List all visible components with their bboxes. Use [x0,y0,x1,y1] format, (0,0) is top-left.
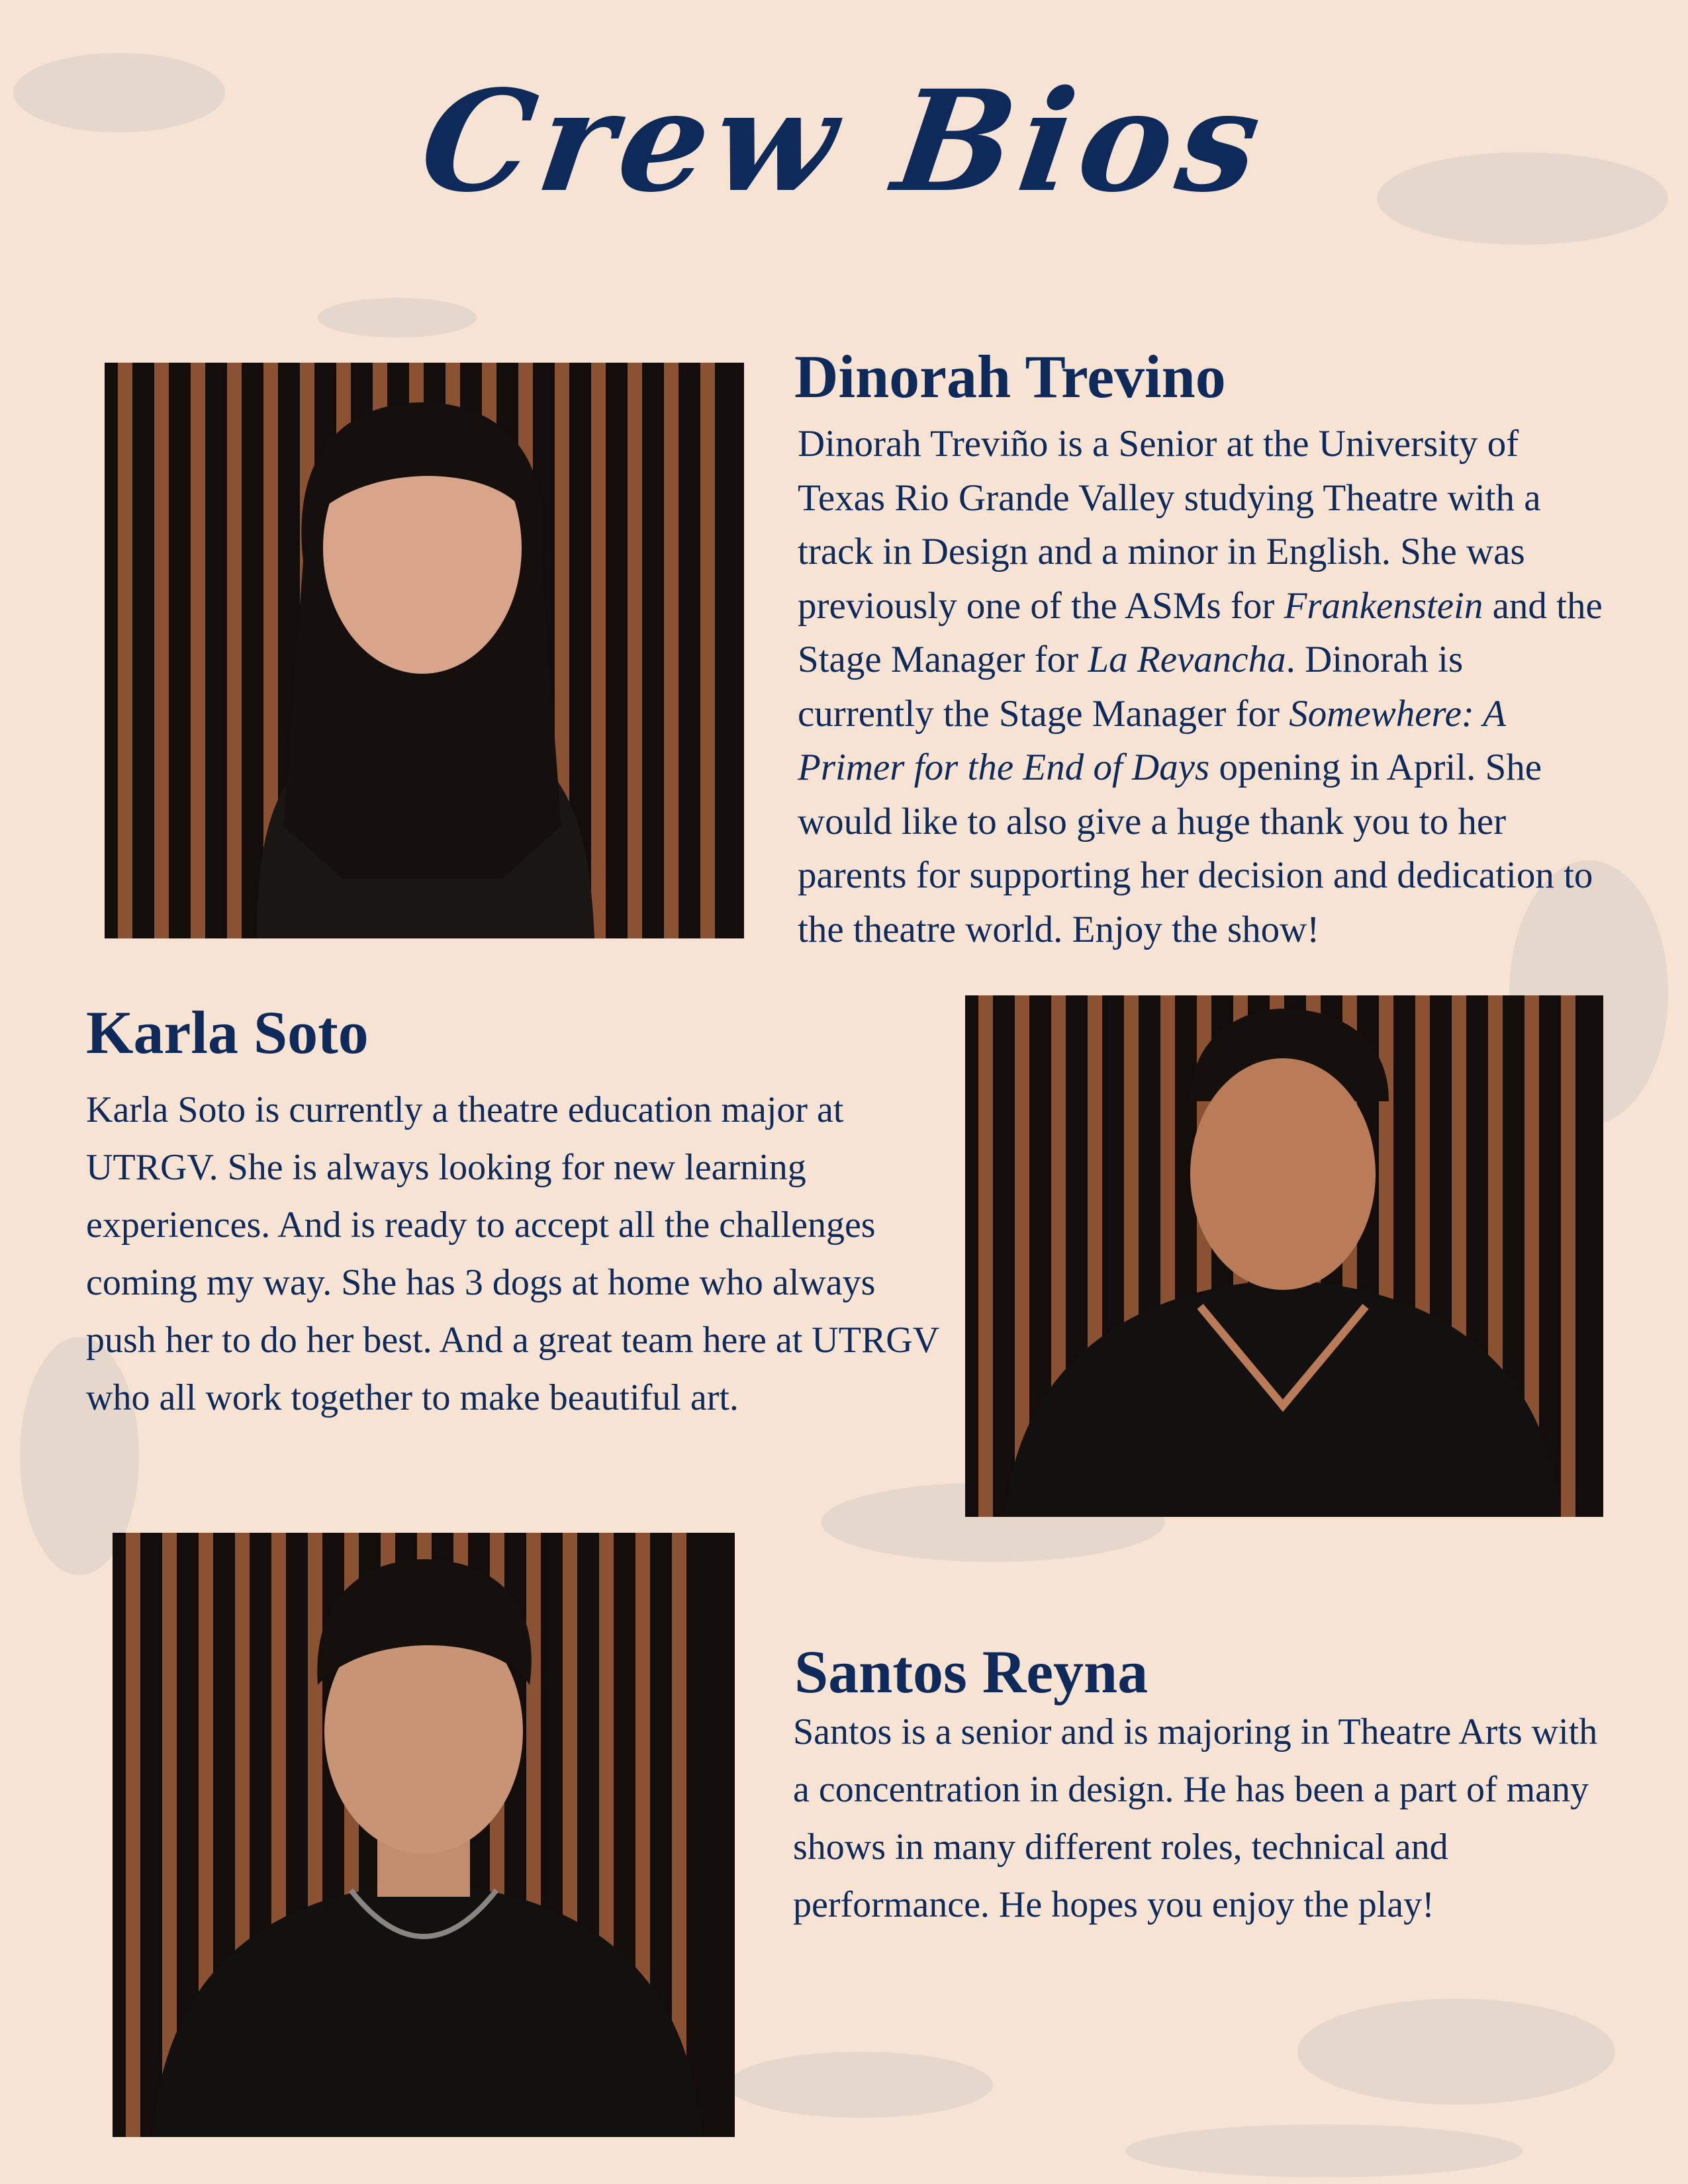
crew-bio-text: Dinorah Treviño is a Senior at the University of Texas Rio Grande Valley studying Theatre with a track in Design and a minor in English. She was previously one of the ASMs for [798,423,1541,627]
page-title: Crew Bios [412,60,1276,223]
crew-name: Karla Soto [86,999,369,1066]
crew-bio: Karla Soto is currently a theatre education major at UTRGV. She is always looking for new learning experiences. And is ready to accept all the challenges coming my way. She has 3 dogs at home who always push her to do her best. And a great team here at UTRGV who all work together to make beautiful art. [86,1089,939,1418]
crew-name: Dinorah Trevino [794,343,1226,410]
crew-bio-title: Frankenstein [1284,584,1483,627]
portrait-photo-icon [965,995,1603,1517]
crew-bio-text: . Dinorah is currently the Stage Manager for [798,639,1464,735]
crew-photo-karla [965,995,1603,1517]
crew-photo-dinorah [105,363,744,938]
crew-bio-text: opening in April. She would like to also give a huge thank you to her parents for supporting her decision and dedication to the theatre world. Enjoy the show! [798,747,1593,950]
crew-photo-santos [113,1533,735,2137]
crew-bio [798,417,1605,956]
portrait-photo-icon [105,363,744,938]
crew-name: Santos Reyna [794,1638,1149,1706]
crew-bio: Santos is a senior and is majoring in Theatre Arts with a concentration in design. He has been a part of many shows in many different roles, technical and performance. He hopes you enjoy the play! [793,1711,1598,1925]
crew-bio-title: La Revancha [1088,639,1286,680]
portrait-photo-icon [113,1533,735,2137]
crew-bio-text: and the Stage Manager for [798,584,1603,680]
crew-bio-title: Somewhere: A Primer for the End of Days [798,692,1505,788]
